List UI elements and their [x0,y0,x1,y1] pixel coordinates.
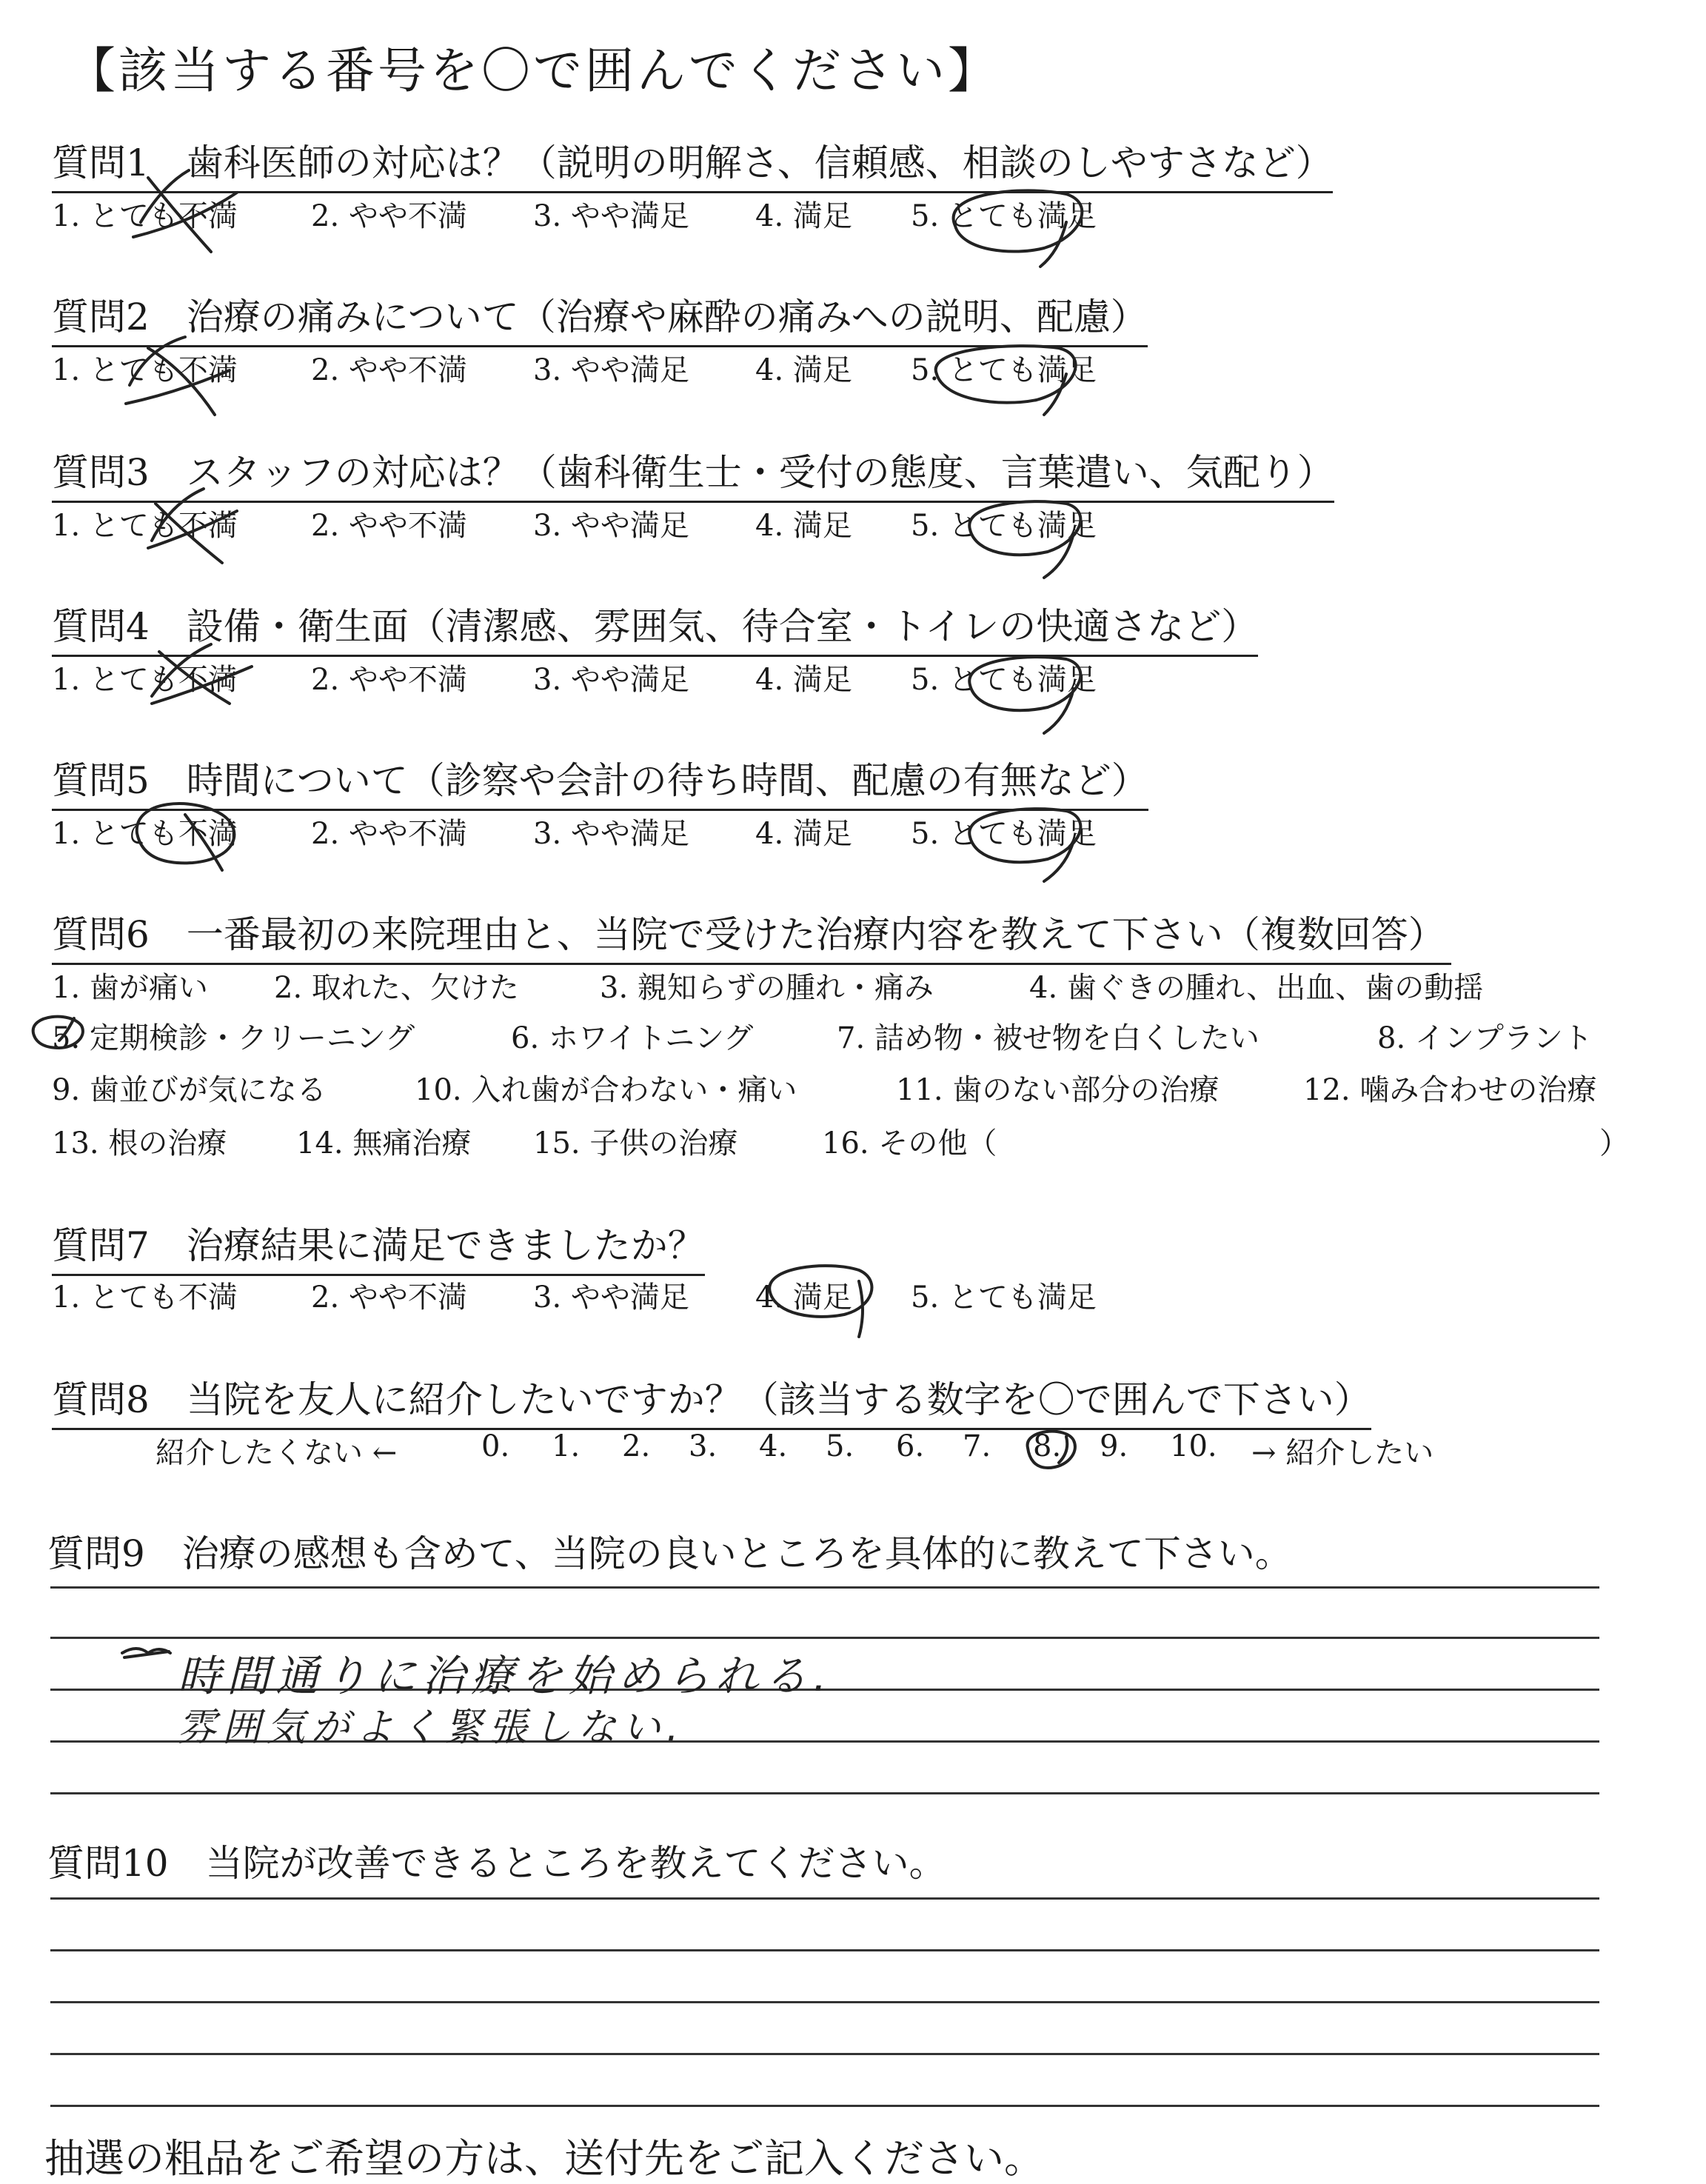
reason-2[interactable]: 2. 取れた、欠けた [274,971,519,1005]
reason-5[interactable]: 5. 定期検診・クリーニング [52,1021,415,1055]
option-2[interactable]: 2. やや不満 [311,1280,467,1315]
question-7-title: 質問7 治療結果に満足できましたか？ [52,1216,705,1276]
option-5[interactable]: 5. とても満足 [911,817,1097,851]
reason-15[interactable]: 15. 子供の治療 [533,1126,738,1161]
answer-line [50,1949,1599,1951]
option-5[interactable]: 5. とても満足 [911,509,1097,543]
answer-line [50,1637,1599,1639]
reason-13[interactable]: 13. 根の治療 [52,1126,227,1161]
scale-0[interactable]: 0. [481,1429,510,1463]
form-header: 【該当する番号を〇で囲んでください】 [67,42,1000,99]
scale-6[interactable]: 6. [896,1429,925,1463]
reason-8[interactable]: 8. インプラント [1377,1021,1593,1055]
scale-left-label: 紹介したくない ← [155,1436,398,1470]
option-4[interactable]: 4. 満足 [755,663,852,697]
reason-7[interactable]: 7. 詰め物・被せ物を白くしたい [837,1021,1260,1055]
answer-line [50,2105,1599,2107]
reason-11[interactable]: 11. 歯のない部分の治療 [896,1073,1220,1107]
option-5[interactable]: 5. とても満足 [911,199,1097,233]
reason-6[interactable]: 6. ホワイトニング [511,1021,754,1055]
scale-9[interactable]: 9. [1100,1429,1128,1463]
scale-8[interactable]: 8. [1033,1429,1062,1463]
option-5[interactable]: 5. とても満足 [911,663,1097,697]
scale-4[interactable]: 4. [759,1429,788,1463]
question-9-title: 質問9 治療の感想も含めて、当院の良いところを具体的に教えて下さい。 [47,1532,1292,1575]
option-3[interactable]: 3. やや満足 [533,663,689,697]
question-8-title: 質問8 当院を友人に紹介したいですか？（該当する数字を〇で囲んで下さい） [52,1370,1371,1430]
question-3-title: 質問3 スタッフの対応は？（歯科衛生士・受付の態度、言葉遣い、気配り） [52,443,1334,503]
option-4[interactable]: 4. 満足 [755,1280,852,1315]
question-2-title: 質問2 治療の痛みについて（治療や麻酔の痛みへの説明、配慮） [52,287,1148,347]
option-1[interactable]: 1. とても不満 [52,353,238,387]
reason-1[interactable]: 1. 歯が痛い [52,971,208,1005]
scale-10[interactable]: 10. [1170,1429,1217,1463]
reason-10[interactable]: 10. 入れ歯が合わない・痛い [415,1073,797,1107]
answer-line [50,1586,1599,1589]
scale-2[interactable]: 2. [622,1429,651,1463]
option-5[interactable]: 5. とても満足 [911,353,1097,387]
option-1[interactable]: 1. とても不満 [52,199,238,233]
scribble-mark [122,1649,170,1657]
question-6-title: 質問6 一番最初の来院理由と、当院で受けた治療内容を教えて下さい（複数回答） [52,905,1451,965]
option-1[interactable]: 1. とても不満 [52,663,238,697]
option-2[interactable]: 2. やや不満 [311,199,467,233]
other-close-paren: ） [1599,1126,1629,1161]
question-5-title: 質問5 時間について（診察や会計の待ち時間、配慮の有無など） [52,751,1148,811]
option-2[interactable]: 2. やや不満 [311,353,467,387]
answer-line [50,2053,1599,2055]
answer-line [50,1792,1599,1794]
question-1-title: 質問1 歯科医師の対応は？（説明の明解さ、信頼感、相談のしやすさなど） [52,133,1333,193]
scale-7[interactable]: 7. [963,1429,991,1463]
option-2[interactable]: 2. やや不満 [311,663,467,697]
option-1[interactable]: 1. とても不満 [52,1280,238,1315]
answer-line [50,1897,1599,1900]
option-4[interactable]: 4. 満足 [755,509,852,543]
scale-3[interactable]: 3. [689,1429,717,1463]
option-3[interactable]: 3. やや満足 [533,353,689,387]
option-2[interactable]: 2. やや不満 [311,509,467,543]
question-10-title: 質問10 当院が改善できるところを教えてください。 [47,1842,946,1885]
option-5[interactable]: 5. とても満足 [911,1280,1097,1315]
handwritten-answer-line-1: 時間通りに治療を始められる. [178,1651,833,1701]
answer-line [50,2001,1599,2003]
option-3[interactable]: 3. やや満足 [533,817,689,851]
option-3[interactable]: 3. やや満足 [533,509,689,543]
option-4[interactable]: 4. 満足 [755,817,852,851]
option-3[interactable]: 3. やや満足 [533,199,689,233]
reason-4[interactable]: 4. 歯ぐきの腫れ、出血、歯の動揺 [1029,971,1484,1005]
reason-14[interactable]: 14. 無痛治療 [296,1126,472,1161]
option-4[interactable]: 4. 満足 [755,199,852,233]
scale-right-label: → 紹介したい [1251,1436,1434,1470]
reason-12[interactable]: 12. 噛み合わせの治療 [1303,1073,1597,1107]
handwritten-answer-line-2: 雰囲気がよく緊張しない. [178,1706,685,1750]
footer-note: 抽選の粗品をご希望の方は、送付先をご記入ください。 [44,2135,1044,2182]
reason-16[interactable]: 16. その他（ [822,1126,997,1161]
option-1[interactable]: 1. とても不満 [52,509,238,543]
scale-1[interactable]: 1. [552,1429,581,1463]
reason-9[interactable]: 9. 歯並びが気になる [52,1073,327,1107]
reason-3[interactable]: 3. 親知らずの腫れ・痛み [600,971,934,1005]
option-4[interactable]: 4. 満足 [755,353,852,387]
option-1[interactable]: 1. とても不満 [52,817,238,851]
question-4-title: 質問4 設備・衛生面（清潔感、雰囲気、待合室・トイレの快適さなど） [52,597,1258,657]
option-3[interactable]: 3. やや満足 [533,1280,689,1315]
scale-5[interactable]: 5. [826,1429,854,1463]
option-2[interactable]: 2. やや不満 [311,817,467,851]
